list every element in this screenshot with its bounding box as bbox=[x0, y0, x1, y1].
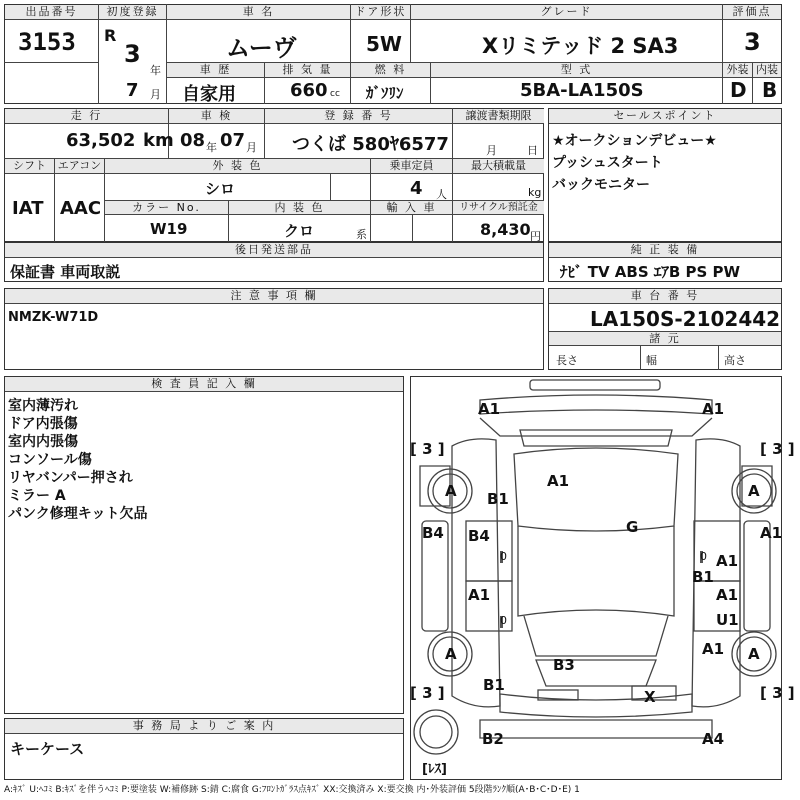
car-name: ムーヴ bbox=[226, 34, 297, 62]
mark-right-door-u1: U1 bbox=[716, 611, 739, 629]
ext-color-label: 外 装 色 bbox=[105, 159, 370, 174]
int-color: クロ bbox=[284, 222, 315, 240]
sales-point-1: ★オークションデビュー★ bbox=[552, 133, 717, 149]
inspector-label: 検 査 員 記 入 欄 bbox=[5, 377, 403, 392]
era: R bbox=[104, 26, 117, 45]
office-value: キーケース bbox=[10, 740, 85, 758]
mark-wheel-fl: A bbox=[445, 482, 457, 500]
height-label: 高さ bbox=[724, 354, 746, 367]
mark-rear-bumper-left: B2 bbox=[482, 730, 504, 748]
ext-grade: D bbox=[730, 78, 747, 102]
mark-front-right-bumper: A1 bbox=[702, 400, 725, 418]
recycle: 8,430 bbox=[480, 220, 531, 239]
shift: IAT bbox=[12, 198, 44, 219]
inspector-line-2: ドア内張傷 bbox=[8, 416, 78, 432]
plate-label: 登 録 番 号 bbox=[265, 109, 452, 124]
mark-zero-3: 0 bbox=[700, 550, 707, 563]
grade-label: グレード bbox=[411, 5, 722, 20]
color-no-label: カラー No. bbox=[105, 201, 228, 215]
equipment-value: ﾅﾋﾞ TV ABS ｴｱB PS PW bbox=[560, 263, 741, 281]
grade: Xリミテッド 2 SA3 bbox=[482, 34, 679, 58]
door-type: 5W bbox=[366, 32, 402, 56]
notes-label: 注 意 事 項 欄 bbox=[5, 289, 543, 304]
import-label: 輸 入 車 bbox=[371, 201, 452, 215]
mileage-label: 走 行 bbox=[5, 109, 168, 124]
model-label: 型 式 bbox=[431, 63, 722, 78]
ac: AAC bbox=[60, 198, 102, 219]
mark-left-door-front: B4 bbox=[468, 527, 490, 545]
int-grade: B bbox=[762, 78, 778, 102]
history: 自家用 bbox=[182, 84, 236, 105]
inspector-line-7: パンク修理キット欠品 bbox=[8, 506, 148, 522]
mark-right-door-1: A1 bbox=[716, 552, 739, 570]
insp-year: 08 bbox=[180, 130, 206, 151]
width-label: 幅 bbox=[646, 354, 657, 367]
mark-left-side: B4 bbox=[422, 524, 444, 542]
int-color-unit: 系 bbox=[356, 228, 367, 241]
sales-points-label: セールスポイント bbox=[549, 109, 781, 124]
shift-label: シフト bbox=[5, 159, 54, 174]
mark-left-door-rear: A1 bbox=[468, 586, 491, 604]
inspector-line-4: コンソール傷 bbox=[8, 452, 92, 468]
mark-glass: G bbox=[626, 518, 639, 536]
mark-roof: A1 bbox=[547, 472, 570, 490]
score-label: 評価点 bbox=[723, 5, 781, 20]
capacity-unit: 人 bbox=[436, 188, 447, 201]
sales-point-2: プッシュスタート bbox=[552, 155, 663, 171]
dims-label: 諸 元 bbox=[549, 331, 781, 346]
reg-month: 7 bbox=[126, 80, 139, 101]
insp-month-unit: 月 bbox=[246, 141, 257, 154]
transfer-month-unit: 月 bbox=[486, 144, 497, 157]
notes-value: NMZK-W71D bbox=[8, 310, 99, 325]
first-reg-label: 初度登録 bbox=[99, 5, 166, 20]
load-label: 最大積載量 bbox=[453, 159, 544, 174]
mark-zero-1: 0 bbox=[500, 550, 507, 563]
office-label: 事 務 局 よ り ご 案 内 bbox=[5, 719, 403, 734]
displacement-label: 排 気 量 bbox=[265, 63, 350, 78]
mark-zero-2: 0 bbox=[500, 614, 507, 627]
inspector-line-6: ミラー A bbox=[8, 488, 66, 504]
insp-month: 07 bbox=[220, 130, 246, 151]
length-label: 長さ bbox=[556, 354, 578, 367]
mark-tire-rl: [ 3 ] bbox=[410, 684, 445, 702]
color-no: W19 bbox=[150, 220, 188, 238]
chassis-number: LA150S-2102442 bbox=[590, 307, 781, 331]
history-label: 車 歴 bbox=[167, 63, 264, 78]
insp-year-unit: 年 bbox=[206, 141, 217, 154]
mileage-unit: km bbox=[143, 130, 174, 151]
inspection-label: 車 検 bbox=[169, 109, 264, 124]
mark-right-door-2: A1 bbox=[716, 586, 739, 604]
cc-unit: cc bbox=[330, 89, 340, 99]
name-label: 車 名 bbox=[167, 5, 350, 20]
transfer-day-unit: 日 bbox=[527, 144, 538, 157]
ext-color: シロ bbox=[205, 180, 236, 198]
ext-label: 外装 bbox=[723, 63, 752, 78]
spec-panel bbox=[4, 108, 544, 242]
mark-rear-lamp: X bbox=[644, 688, 656, 706]
fuel: ｶﾞｿﾘﾝ bbox=[366, 84, 404, 102]
transfer-label: 譲渡書類期限 bbox=[453, 109, 544, 124]
door-label: ドア形状 bbox=[351, 5, 410, 20]
mark-tire-fl: [ 3 ] bbox=[410, 440, 445, 458]
sales-point-3: バックモニター bbox=[552, 177, 650, 193]
recycle-unit: 円 bbox=[530, 230, 541, 243]
capacity-label: 乗車定員 bbox=[371, 159, 452, 174]
mark-wheel-fr: A bbox=[748, 482, 760, 500]
displacement: 660 bbox=[290, 80, 328, 101]
mark-rear-bumper-right: A4 bbox=[702, 730, 725, 748]
equipment-label: 純 正 装 備 bbox=[549, 243, 781, 258]
mark-fender-left: B1 bbox=[487, 490, 509, 508]
model: 5BA-LA150S bbox=[520, 80, 644, 101]
mark-front-left-bumper: A1 bbox=[478, 400, 501, 418]
recycle-label: リサイクル預託金 bbox=[453, 201, 544, 215]
mark-right-rear: A1 bbox=[702, 640, 725, 658]
int-label: 内装 bbox=[753, 63, 781, 78]
parts-value: 保証書 車両取説 bbox=[10, 263, 121, 281]
mark-tire-fr: [ 3 ] bbox=[760, 440, 795, 458]
plate: つくば 580ﾔ6577 bbox=[292, 134, 449, 155]
year-unit: 年 bbox=[150, 64, 161, 77]
parts-label: 後日発送部品 bbox=[5, 243, 543, 258]
fuel-label: 燃 料 bbox=[351, 63, 430, 78]
score: 3 bbox=[744, 28, 761, 56]
mark-wheel-rl: A bbox=[445, 645, 457, 663]
legend: A:ｷｽﾞ U:ﾍｺﾐ B:ｷｽﾞを伴うﾍｺﾐ P:要塗装 W:補修跡 S:錆 C:腐食 G:ﾌﾛﾝﾄｶﾞﾗｽ点ｷｽﾞ XX:交換済み X:要交換 内･外装評価 5段階ﾗﾝｸ順(A･B･C･D･E) 1 bbox=[4, 785, 580, 795]
inspector-line-5: リヤバンパー押され bbox=[8, 470, 133, 486]
lot-number: 3153 bbox=[18, 28, 76, 56]
capacity: 4 bbox=[410, 178, 423, 199]
mark-right-door-dent: B1 bbox=[692, 568, 714, 586]
mark-right-side: A1 bbox=[760, 524, 783, 542]
mark-rear-left-fender: B1 bbox=[483, 676, 505, 694]
inspector-line-1: 室内薄汚れ bbox=[8, 398, 78, 414]
int-color-label: 内 装 色 bbox=[229, 201, 370, 215]
mark-wheel-rr: A bbox=[748, 645, 760, 663]
lot-label: 出品番号 bbox=[5, 5, 98, 20]
mark-rear-glass: B3 bbox=[553, 656, 575, 674]
mark-spare-tire: [ﾚｽ] bbox=[422, 762, 447, 777]
reg-year: 3 bbox=[124, 40, 141, 68]
ac-label: エアコン bbox=[55, 159, 104, 174]
load-unit: kg bbox=[528, 186, 542, 199]
car-diagram bbox=[410, 376, 782, 780]
mileage: 63,502 bbox=[66, 130, 136, 151]
mark-tire-rr: [ 3 ] bbox=[760, 684, 795, 702]
month-unit: 月 bbox=[150, 88, 161, 101]
inspector-line-3: 室内内張傷 bbox=[8, 434, 78, 450]
chassis-label: 車 台 番 号 bbox=[549, 289, 781, 304]
